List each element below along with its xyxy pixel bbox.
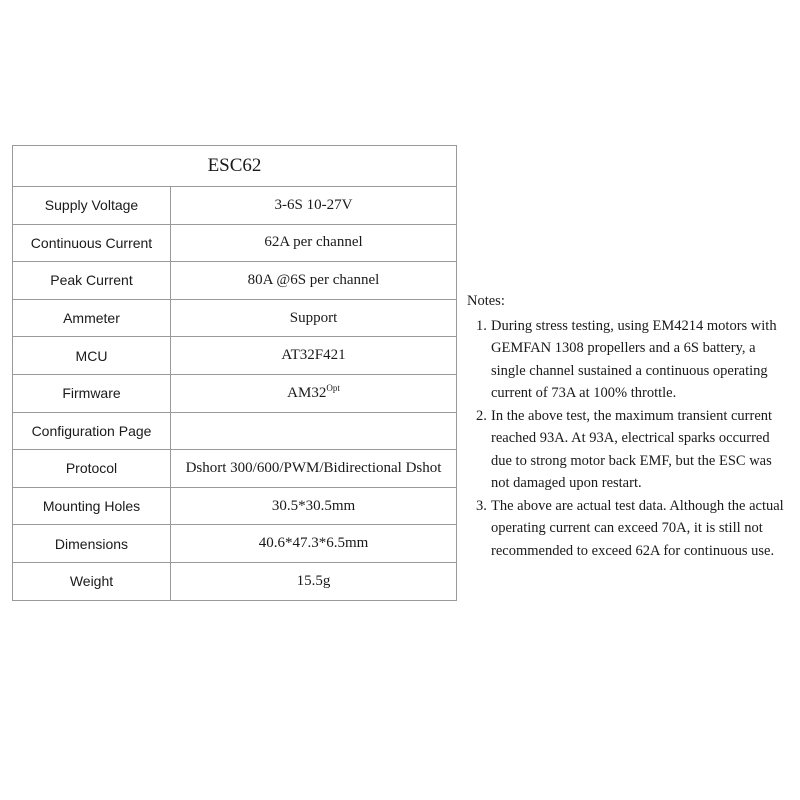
table-row [13, 525, 457, 563]
notes-heading: Notes: [467, 293, 505, 309]
table-row [13, 487, 457, 525]
note-text: The above are actual test data. Although the actual operating current can exceed 70A, it is still not recommended to exceed 62A for continuous use. [491, 497, 784, 559]
table-row [13, 299, 457, 337]
spec-label: Weight [13, 562, 171, 600]
spec-label: Continuous Current [13, 224, 171, 262]
table-row [13, 224, 457, 262]
spec-label: Peak Current [13, 262, 171, 300]
spec-value-firmware [171, 374, 457, 412]
spec-label: MCU [13, 337, 171, 375]
note-text: During stress testing, using EM4214 motors with GEMFAN 1308 propellers and a 6S battery, a single channel sustained a continuous operating current of 73A at 100% throttle. [491, 317, 777, 401]
spec-value: 3-6S 10-27V [171, 187, 457, 225]
table-row [13, 187, 457, 225]
spec-label: Mounting Holes [13, 487, 171, 525]
notes-section [467, 290, 787, 562]
table-row [13, 374, 457, 412]
table-row [13, 562, 457, 600]
table-row [13, 262, 457, 300]
spec-label: Firmware [13, 374, 171, 412]
firmware-superscript: Opt [326, 382, 340, 393]
note-number: 2. [476, 407, 487, 424]
table-title: ESC62 [13, 146, 457, 187]
spec-value: Dshort 300/600/PWM/Bidirectional Dshot [171, 450, 457, 488]
table-row [13, 337, 457, 375]
note-item [467, 405, 787, 495]
spec-value [171, 412, 457, 450]
table-title-row [13, 146, 457, 187]
spec-value: 15.5g [171, 562, 457, 600]
notes-list [467, 315, 787, 563]
firmware-value: AM32 [287, 384, 327, 401]
table-row [13, 412, 457, 450]
spec-value: 62A per channel [171, 224, 457, 262]
note-number: 3. [476, 497, 487, 514]
spec-label: Supply Voltage [13, 187, 171, 225]
spec-value: AT32F421 [171, 337, 457, 375]
spec-value: Support [171, 299, 457, 337]
spec-label: Configuration Page [13, 412, 171, 450]
spec-label: Ammeter [13, 299, 171, 337]
note-item [467, 495, 787, 563]
note-item [467, 315, 787, 405]
spec-label: Protocol [13, 450, 171, 488]
spec-table [12, 145, 457, 601]
spec-value: 80A @6S per channel [171, 262, 457, 300]
note-number: 1. [476, 317, 487, 334]
table-row [13, 450, 457, 488]
spec-value: 40.6*47.3*6.5mm [171, 525, 457, 563]
note-text: In the above test, the maximum transient current reached 93A. At 93A, electrical sparks occurred due to strong motor back EMF, but the ESC was not damaged upon restart. [491, 407, 773, 491]
spec-value: 30.5*30.5mm [171, 487, 457, 525]
spec-label: Dimensions [13, 525, 171, 563]
